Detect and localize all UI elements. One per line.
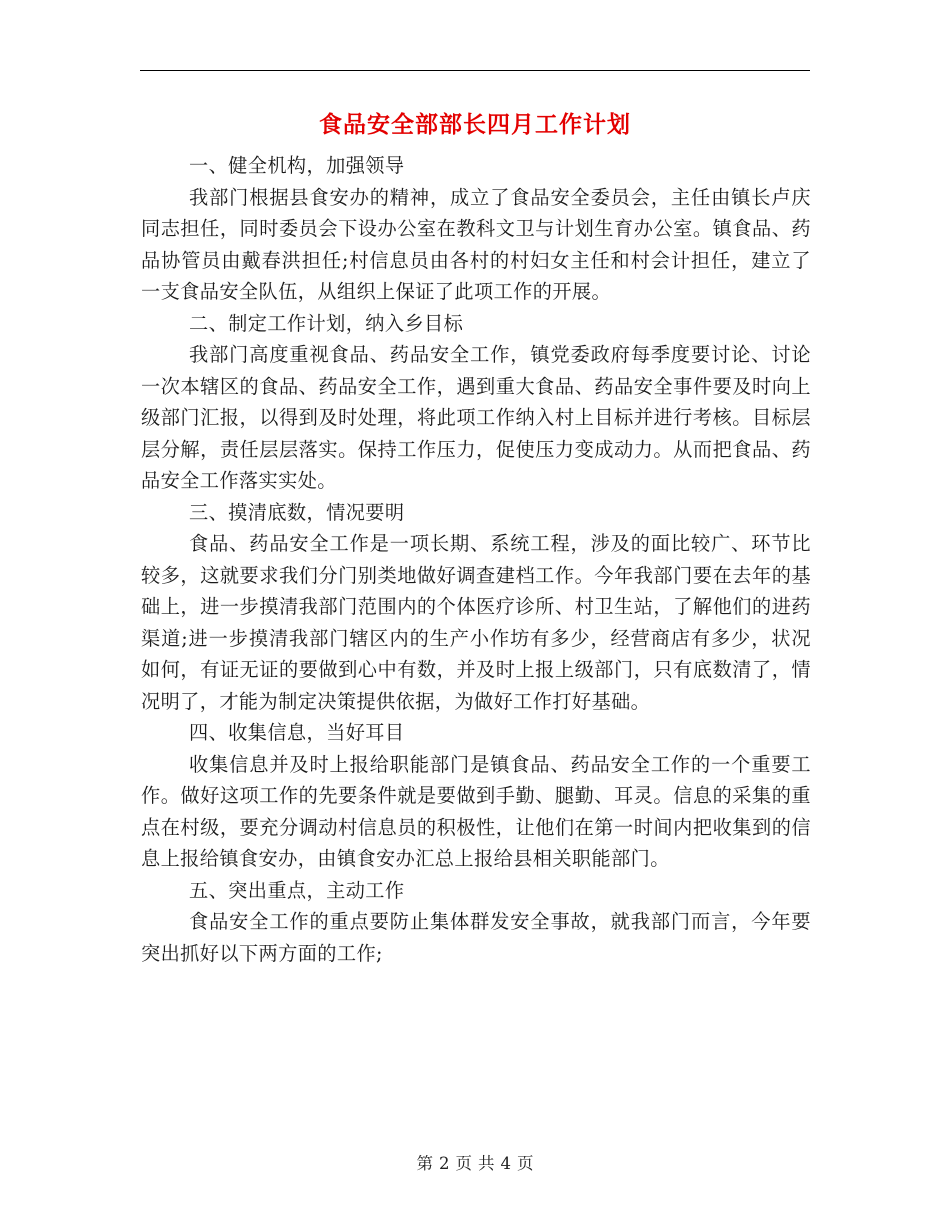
document-title: 食品安全部部长四月工作计划 xyxy=(319,112,631,138)
footer-total-prefix: 共 xyxy=(478,1154,495,1173)
section-heading-3: 三、摸清底数，情况要明 xyxy=(189,500,405,524)
section-heading-4: 四、收集信息，当好耳目 xyxy=(189,721,405,744)
paragraph-3: 食品、药品安全工作是一项长期、系统工程，涉及的面比较广、环节比较多，这就要求我们分门别类地做好调查建档工作。今年我部门要在去年的基础上，进一步摸清我部门范围内的个体医疗诊所、村卫生站，了解他们的进药渠道;进一步摸清我部门辖区内的生产小作坊有多少，经营商店有多少，状况如何，有证无证的要做到心中有数，并及时上报上级部门，只有底数清了，情况明了，才能为制定决策提供依据，为做好工作打好基础。 xyxy=(141,532,811,713)
paragraph-4: 收集信息并及时上报给职能部门是镇食品、药品安全工作的一个重要工作。做好这项工作的先要条件就是要做到手勤、腿勤、耳灵。信息的采集的重点在村级，要充分调动村信息员的积极性，让他们在第一时间内把收集到的信息上报给镇食安办，由镇食安办汇总上报给县相关职能部门。 xyxy=(141,752,811,870)
paragraph-2: 我部门高度重视食品、药品安全工作，镇党委政府每季度要讨论、讨论一次本辖区的食品、药品安全工作，遇到重大食品、药品安全事件要及时向上级部门汇报，以得到及时处理，将此项工作纳入村上目标并进行考核。目标层层分解，责任层层落实。保持工作压力，促使压力变成动力。从而把食品、药品安全工作落实实处。 xyxy=(141,343,811,492)
page-footer xyxy=(0,1152,950,1176)
paragraph-5: 食品安全工作的重点要防止集体群发安全事故，就我部门而言，今年要突出抓好以下两方面的工作; xyxy=(141,910,811,965)
footer-page-unit: 页 xyxy=(455,1154,472,1173)
footer-prefix: 第 xyxy=(416,1154,433,1173)
document-body xyxy=(141,150,811,969)
section-heading-2: 二、制定工作计划，纳入乡目标 xyxy=(189,311,464,335)
footer-total-unit: 页 xyxy=(517,1154,534,1173)
footer-total-pages: 4 xyxy=(500,1154,511,1173)
section-heading-5: 五、突出重点，主动工作 xyxy=(189,878,405,902)
footer-current-page: 2 xyxy=(439,1154,450,1173)
paragraph-1: 我部门根据县食安办的精神，成立了食品安全委员会，主任由镇长卢庆同志担任，同时委员会下设办公室在教科文卫与计划生育办公室。镇食品、药品协管员由戴春洪担任;村信息员由各村的村妇女主任和村会计担任，建立了一支食品安全队伍，从组织上保证了此项工作的开展。 xyxy=(141,185,811,303)
section-heading-1: 一、健全机构，加强领导 xyxy=(189,154,405,177)
header-rule xyxy=(140,70,810,71)
